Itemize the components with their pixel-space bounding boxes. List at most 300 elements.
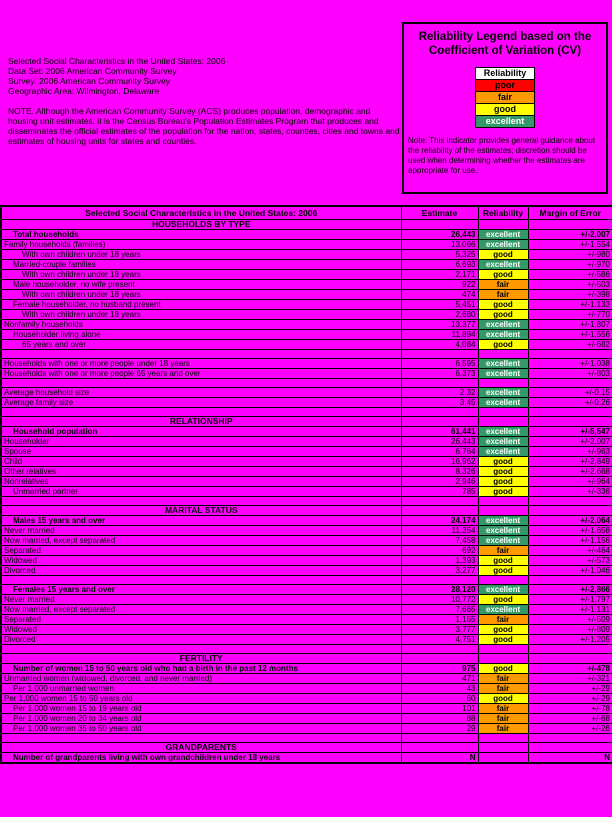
column-header-reliability: Reliability: [478, 206, 528, 220]
blank-row: [1, 734, 612, 743]
report-survey: Survey: 2006 American Community Survey: [8, 76, 171, 86]
empty-cell: [1, 576, 401, 585]
reliability-badge: fair: [478, 280, 528, 290]
row-label: Households with one or more people 65 years and over: [1, 369, 401, 379]
reliability-badge: fair: [478, 290, 528, 300]
empty-cell: [528, 645, 612, 654]
blank-row: [1, 576, 612, 585]
row-label: Now married, except separated: [1, 536, 401, 546]
section-title: FERTILITY: [1, 654, 401, 664]
table-row: [1, 340, 612, 350]
table-row: [1, 487, 612, 497]
reliability-badge: good: [478, 300, 528, 310]
reliability-badge: excellent: [478, 330, 528, 340]
margin-cell: +/-1,658: [528, 526, 612, 536]
margin-cell: +/-809: [528, 625, 612, 635]
reliability-badge: excellent: [478, 437, 528, 447]
margin-cell: +/-0.26: [528, 398, 612, 408]
estimate-cell: N: [401, 753, 478, 764]
row-label: Householder living alone: [1, 330, 401, 340]
empty-cell: [401, 576, 478, 585]
reliability-badge: excellent: [478, 516, 528, 526]
estimate-cell: 6,693: [401, 260, 478, 270]
table-row: [1, 753, 612, 764]
report-title: Selected Social Characteristics in the United States: 2006: [8, 56, 226, 66]
reliability-badge: fair: [478, 724, 528, 734]
reliability-legend: [402, 22, 608, 194]
row-label: With own children under 18 years: [1, 250, 401, 260]
report-info-block: [8, 56, 402, 146]
table-row: [1, 467, 612, 477]
margin-cell: +/-803: [528, 369, 612, 379]
reliability-badge: good: [478, 664, 528, 674]
table-row: [1, 635, 612, 645]
row-label: Male householder, no wife present: [1, 280, 401, 290]
margin-cell: +/-1,038: [528, 359, 612, 369]
estimate-cell: 16,962: [401, 457, 478, 467]
reliability-badge: good: [478, 556, 528, 566]
table-row: [1, 605, 612, 615]
empty-cell: [528, 417, 612, 427]
empty-cell: [401, 417, 478, 427]
estimate-cell: 3.45: [401, 398, 478, 408]
margin-cell: +/-2,064: [528, 516, 612, 526]
empty-cell: [401, 497, 478, 506]
empty-cell: [1, 408, 401, 417]
table-row: [1, 684, 612, 694]
reliability-badge: excellent: [478, 447, 528, 457]
row-label: Widowed: [1, 625, 401, 635]
row-label: Other relatives: [1, 467, 401, 477]
margin-cell: +/-398: [528, 290, 612, 300]
empty-cell: [528, 506, 612, 516]
empty-cell: [528, 497, 612, 506]
empty-cell: [528, 408, 612, 417]
row-label: Total households: [1, 230, 401, 240]
margin-cell: +/-2,007: [528, 230, 612, 240]
legend-title: Reliability Legend based on the Coefficient of Variation (CV): [418, 31, 592, 57]
row-label: Average household size: [1, 388, 401, 398]
margin-cell: +/-78: [528, 704, 612, 714]
row-label: Female householder, no husband present: [1, 300, 401, 310]
legend-header-cell: Reliability: [476, 68, 535, 80]
estimate-cell: 28,120: [401, 585, 478, 595]
empty-cell: [1, 350, 401, 359]
row-label: Number of grandparents living with own grandchildren under 18 years: [1, 753, 401, 764]
estimate-cell: 61,441: [401, 427, 478, 437]
row-label: Widowed: [1, 556, 401, 566]
empty-cell: [528, 379, 612, 388]
reliability-badge: excellent: [478, 388, 528, 398]
row-label: Number of women 15 to 50 years old who had a birth in the past 12 months: [1, 664, 401, 674]
table-row: [1, 566, 612, 576]
row-label: Unmarried women (widowed, divorced, and never married): [1, 674, 401, 684]
reliability-badge: good: [478, 310, 528, 320]
table-row: [1, 270, 612, 280]
row-label: Household population: [1, 427, 401, 437]
report-dataset: Data Set: 2006 American Community Survey: [8, 66, 177, 76]
margin-cell: +/-2,668: [528, 467, 612, 477]
table-row: [1, 585, 612, 595]
row-label: 65 years and over: [1, 340, 401, 350]
margin-cell: +/-573: [528, 556, 612, 566]
estimate-cell: 43: [401, 684, 478, 694]
estimate-cell: 471: [401, 674, 478, 684]
reliability-badge: fair: [478, 714, 528, 724]
empty-cell: [528, 734, 612, 743]
margin-cell: +/-682: [528, 340, 612, 350]
row-label: Per 1,000 women 15 to 19 years old: [1, 704, 401, 714]
margin-cell: +/-1,797: [528, 595, 612, 605]
table-row: [1, 674, 612, 684]
section-header-row: [1, 506, 612, 516]
empty-cell: [478, 497, 528, 506]
table-row: [1, 388, 612, 398]
empty-cell: [401, 734, 478, 743]
estimate-cell: 5,451: [401, 300, 478, 310]
table-row: [1, 300, 612, 310]
empty-cell: [478, 379, 528, 388]
report-geography: Geographic Area: Wilmington, Delaware: [8, 86, 160, 96]
legend-item-excellent: excellent: [476, 116, 535, 128]
row-label: Married-couple families: [1, 260, 401, 270]
blank-row: [1, 408, 612, 417]
reliability-badge: excellent: [478, 526, 528, 536]
section-title: HOUSEHOLDS BY TYPE: [1, 220, 401, 230]
estimate-cell: 24,174: [401, 516, 478, 526]
estimate-cell: 474: [401, 290, 478, 300]
table-row: [1, 477, 612, 487]
reliability-badge: fair: [478, 684, 528, 694]
estimate-cell: 13,377: [401, 320, 478, 330]
estimate-cell: 13,066: [401, 240, 478, 250]
row-label: Unmarried partner: [1, 487, 401, 497]
empty-cell: [528, 654, 612, 664]
empty-cell: [401, 379, 478, 388]
row-label: With own children under 18 years: [1, 310, 401, 320]
legend-item-row: [476, 80, 535, 92]
reliability-badge: fair: [478, 546, 528, 556]
table-row: [1, 526, 612, 536]
legend-item-fair: fair: [476, 92, 535, 104]
estimate-cell: 692: [401, 546, 478, 556]
margin-cell: +/-1,205: [528, 635, 612, 645]
margin-cell: +/-5,547: [528, 427, 612, 437]
margin-cell: +/-478: [528, 664, 612, 674]
empty-cell: [478, 417, 528, 427]
reliability-badge: good: [478, 340, 528, 350]
reliability-badge: good: [478, 477, 528, 487]
blank-row: [1, 379, 612, 388]
estimate-cell: 3,277: [401, 566, 478, 576]
margin-cell: N: [528, 753, 612, 764]
table-row: [1, 694, 612, 704]
table-row: [1, 625, 612, 635]
table-row: [1, 280, 612, 290]
estimate-cell: 2,946: [401, 477, 478, 487]
margin-cell: +/-2,007: [528, 437, 612, 447]
table-row: [1, 516, 612, 526]
empty-cell: [528, 576, 612, 585]
estimate-cell: 101: [401, 704, 478, 714]
estimate-cell: 6,595: [401, 359, 478, 369]
margin-cell: +/-336: [528, 487, 612, 497]
reliability-badge: fair: [478, 674, 528, 684]
table-row: [1, 320, 612, 330]
reliability-badge: good: [478, 467, 528, 477]
margin-cell: +/-0.15: [528, 388, 612, 398]
estimate-cell: 26,443: [401, 230, 478, 240]
reliability-badge: good: [478, 487, 528, 497]
row-label: Householder: [1, 437, 401, 447]
table-row: [1, 437, 612, 447]
table-row: [1, 546, 612, 556]
table-row: [1, 330, 612, 340]
empty-cell: [401, 506, 478, 516]
table-row: [1, 704, 612, 714]
row-label: Males 15 years and over: [1, 516, 401, 526]
margin-cell: +/-1,133: [528, 300, 612, 310]
empty-cell: [478, 408, 528, 417]
row-label: Divorced: [1, 566, 401, 576]
margin-cell: +/-26: [528, 724, 612, 734]
reliability-badge: good: [478, 625, 528, 635]
margin-cell: +/-1,554: [528, 240, 612, 250]
table-row: [1, 290, 612, 300]
row-label: Average family size: [1, 398, 401, 408]
margin-cell: +/-29: [528, 694, 612, 704]
row-label: Households with one or more people under 18 years: [1, 359, 401, 369]
estimate-cell: 922: [401, 280, 478, 290]
table-row: [1, 556, 612, 566]
reliability-badge: good: [478, 270, 528, 280]
estimate-cell: 7,665: [401, 605, 478, 615]
table-row: [1, 427, 612, 437]
legend-header-row: [476, 68, 535, 80]
margin-cell: +/-1,131: [528, 605, 612, 615]
estimate-cell: 60: [401, 694, 478, 704]
estimate-cell: 11,354: [401, 526, 478, 536]
row-label: Family households (families): [1, 240, 401, 250]
reliability-badge: good: [478, 250, 528, 260]
estimate-cell: 6,373: [401, 369, 478, 379]
row-label: Separated: [1, 546, 401, 556]
column-header-estimate: Estimate: [401, 206, 478, 220]
empty-cell: [401, 220, 478, 230]
reliability-badge: excellent: [478, 585, 528, 595]
table-row: [1, 240, 612, 250]
legend-item-row: [476, 92, 535, 104]
estimate-cell: 26,443: [401, 437, 478, 447]
row-label: Per 1,000 women 35 to 50 years old: [1, 724, 401, 734]
reliability-badge: excellent: [478, 230, 528, 240]
reliability-badge: good: [478, 595, 528, 605]
estimate-cell: 4,084: [401, 340, 478, 350]
row-label: Never married: [1, 595, 401, 605]
estimate-cell: 2,680: [401, 310, 478, 320]
reliability-badge: excellent: [478, 240, 528, 250]
section-title: MARITAL STATUS: [1, 506, 401, 516]
estimate-cell: 7,458: [401, 536, 478, 546]
empty-cell: [478, 645, 528, 654]
reliability-badge: excellent: [478, 398, 528, 408]
empty-cell: [478, 734, 528, 743]
reliability-badge: [478, 753, 528, 764]
reliability-badge: excellent: [478, 320, 528, 330]
reliability-badge: fair: [478, 704, 528, 714]
estimate-cell: 88: [401, 714, 478, 724]
legend-item-good: good: [476, 104, 535, 116]
margin-cell: +/-509: [528, 615, 612, 625]
empty-cell: [401, 645, 478, 654]
margin-cell: +/-1,156: [528, 536, 612, 546]
legend-note: Note: This indicator provides general guidance about the reliability of the estimates; discretion should be used when determining whether the estimates are appropriate for use.: [408, 136, 596, 175]
row-label: Separated: [1, 615, 401, 625]
margin-cell: +/-586: [528, 270, 612, 280]
row-label: Nonfamily households: [1, 320, 401, 330]
blank-row: [1, 350, 612, 359]
margin-cell: +/-2,866: [528, 585, 612, 595]
margin-cell: +/-1,807: [528, 320, 612, 330]
section-header-row: [1, 220, 612, 230]
empty-cell: [401, 350, 478, 359]
table-row: [1, 250, 612, 260]
reliability-badge: excellent: [478, 260, 528, 270]
row-label: Child: [1, 457, 401, 467]
empty-cell: [478, 654, 528, 664]
margin-cell: +/-2,849: [528, 457, 612, 467]
table-row: [1, 714, 612, 724]
margin-cell: +/-68: [528, 714, 612, 724]
empty-cell: [528, 350, 612, 359]
table-row: [1, 447, 612, 457]
estimate-cell: 5,325: [401, 250, 478, 260]
margin-cell: +/-29: [528, 684, 612, 694]
legend-table: [475, 67, 535, 128]
empty-cell: [1, 497, 401, 506]
empty-cell: [478, 743, 528, 753]
row-label: With own children under 18 years: [1, 270, 401, 280]
reliability-badge: excellent: [478, 369, 528, 379]
reliability-badge: good: [478, 566, 528, 576]
table-row: [1, 369, 612, 379]
margin-cell: +/-1,556: [528, 330, 612, 340]
table-row: [1, 536, 612, 546]
empty-cell: [401, 743, 478, 753]
empty-cell: [478, 220, 528, 230]
empty-cell: [478, 350, 528, 359]
empty-cell: [528, 743, 612, 753]
estimate-cell: 975: [401, 664, 478, 674]
estimate-cell: 1,393: [401, 556, 478, 566]
row-label: Per 1,000 unmarried women: [1, 684, 401, 694]
empty-cell: [478, 506, 528, 516]
column-header-margin: Margin of Error: [528, 206, 612, 220]
empty-cell: [1, 645, 401, 654]
margin-cell: +/-464: [528, 546, 612, 556]
report-note: NOTE. Although the American Community Survey (ACS) produces population, demographic and housing unit estimates, it is the Census Bureau's Population Estimates Program that produces and disseminates the official estimates of the population for the nation, states, counties, cities and towns and estimates of housing units for states and counties.: [8, 106, 400, 146]
row-label: Never married: [1, 526, 401, 536]
estimate-cell: 785: [401, 487, 478, 497]
margin-cell: +/-1,046: [528, 566, 612, 576]
legend-item-row: [476, 104, 535, 116]
estimate-cell: 2,171: [401, 270, 478, 280]
empty-cell: [401, 654, 478, 664]
estimate-cell: 4,751: [401, 635, 478, 645]
row-label: Spouse: [1, 447, 401, 457]
row-label: Per 1,000 women 20 to 34 years old: [1, 714, 401, 724]
table-row: [1, 398, 612, 408]
table-row: [1, 359, 612, 369]
estimate-cell: 3,777: [401, 625, 478, 635]
row-label: Now married, except separated: [1, 605, 401, 615]
margin-cell: +/-321: [528, 674, 612, 684]
estimate-cell: 8,326: [401, 467, 478, 477]
table-row: [1, 310, 612, 320]
table-row: [1, 457, 612, 467]
estimate-cell: 2.32: [401, 388, 478, 398]
column-header-row: [1, 206, 612, 220]
margin-cell: +/-503: [528, 280, 612, 290]
empty-cell: [528, 220, 612, 230]
reliability-badge: excellent: [478, 427, 528, 437]
table-row: [1, 664, 612, 674]
reliability-badge: good: [478, 694, 528, 704]
blank-row: [1, 497, 612, 506]
table-row: [1, 615, 612, 625]
reliability-badge: fair: [478, 615, 528, 625]
margin-cell: +/-980: [528, 250, 612, 260]
section-title: GRANDPARENTS: [1, 743, 401, 753]
empty-cell: [478, 576, 528, 585]
table-row: [1, 260, 612, 270]
section-header-row: [1, 417, 612, 427]
row-label: Per 1,000 women 15 to 50 years old: [1, 694, 401, 704]
margin-cell: +/-770: [528, 310, 612, 320]
section-title: RELATIONSHIP: [1, 417, 401, 427]
reliability-badge: good: [478, 635, 528, 645]
empty-cell: [1, 379, 401, 388]
legend-item-poor: poor: [476, 80, 535, 92]
row-label: Divorced: [1, 635, 401, 645]
reliability-badge: excellent: [478, 359, 528, 369]
blank-row: [1, 645, 612, 654]
margin-cell: +/-963: [528, 447, 612, 457]
estimate-cell: 6,764: [401, 447, 478, 457]
row-label: Nonrelatives: [1, 477, 401, 487]
table-row: [1, 230, 612, 240]
reliability-badge: excellent: [478, 536, 528, 546]
row-label: Females 15 years and over: [1, 585, 401, 595]
section-header-row: [1, 743, 612, 753]
margin-cell: +/-964: [528, 477, 612, 487]
empty-cell: [401, 408, 478, 417]
reliability-badge: good: [478, 457, 528, 467]
section-header-row: [1, 654, 612, 664]
characteristics-table: [0, 205, 612, 764]
reliability-badge: excellent: [478, 605, 528, 615]
margin-cell: +/-970: [528, 260, 612, 270]
column-header-label: Selected Social Characteristics in the United States: 2006: [1, 206, 401, 220]
row-label: With own children under 18 years: [1, 290, 401, 300]
estimate-cell: 29: [401, 724, 478, 734]
empty-cell: [1, 734, 401, 743]
legend-item-row: [476, 116, 535, 128]
estimate-cell: 11,894: [401, 330, 478, 340]
estimate-cell: 1,155: [401, 615, 478, 625]
table-row: [1, 595, 612, 605]
table-row: [1, 724, 612, 734]
